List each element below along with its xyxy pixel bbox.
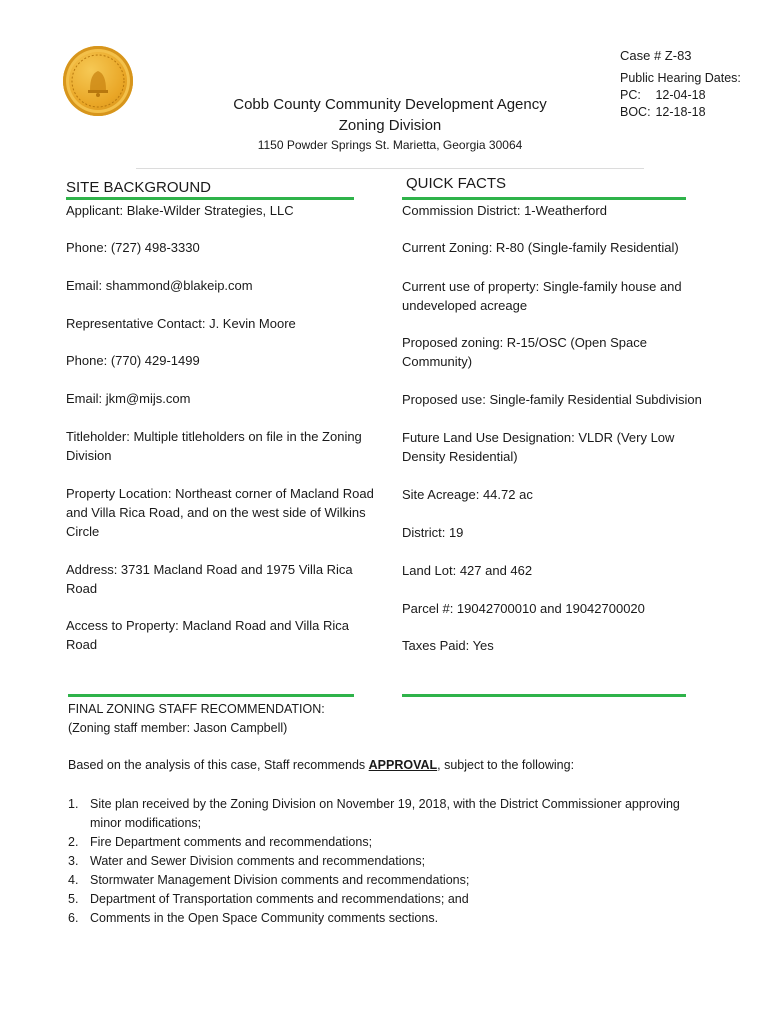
county-seal-logo [63, 46, 133, 116]
condition-text: Water and Sewer Division comments and recommendations; [90, 854, 426, 868]
condition-text: Stormwater Management Division comments and recommendations; [90, 873, 470, 887]
agency-name: Cobb County Community Development Agency [233, 96, 547, 113]
case-number: Case # Z-83 [620, 48, 692, 63]
condition-text: Comments in the Open Space Community comments sections. [90, 911, 439, 925]
hearing-dates-label: Public Hearing Dates: [620, 71, 741, 85]
condition-number: 2. [68, 835, 79, 849]
site-background-item: Address: 3731 Macland Road and 1975 Villa Rica Road [66, 562, 353, 596]
hearing-label: BOC: [620, 105, 651, 119]
conditions-list [68, 795, 708, 928]
quick-facts-item: Parcel #: 19042700010 and 19042700020 [402, 601, 645, 616]
site-background-title: SITE BACKGROUND [66, 179, 212, 196]
hearing-boc [620, 104, 741, 121]
condition-number: 1. [68, 797, 79, 811]
condition-item [68, 890, 708, 909]
site-background-item: Property Location: Northeast corner of Macland Road and Villa Rica Road, and on the west side of Wilkins Circle [66, 486, 374, 539]
staff-member: (Zoning staff member: Jason Campbell) [68, 721, 288, 735]
site-background-item: Phone: (770) 429-1499 [66, 353, 200, 368]
site-background-item: Phone: (727) 498-3330 [66, 240, 200, 255]
quick-facts-item: Site Acreage: 44.72 ac [402, 487, 533, 502]
recommendation-statement [68, 758, 574, 772]
statement-suffix: , subject to the following: [437, 758, 575, 772]
hearing-date: 12-04-18 [655, 88, 706, 102]
quick-facts-item: Current use of property: Single-family house and undeveloped acreage [402, 279, 682, 313]
approval-decision: APPROVAL [368, 758, 438, 772]
bell-icon [63, 46, 133, 116]
site-background-item: Email: shammond@blakeip.com [66, 278, 253, 293]
condition-item [68, 871, 708, 890]
condition-number: 4. [68, 873, 79, 887]
recommendation-header [68, 700, 325, 738]
condition-number: 6. [68, 911, 79, 925]
condition-item [68, 795, 708, 833]
quick-facts-item: Future Land Use Designation: VLDR (Very Low Density Residential) [402, 430, 675, 464]
agency-heading [200, 94, 580, 136]
quick-facts-item: Land Lot: 427 and 462 [402, 563, 533, 578]
site-background-item: Applicant: Blake-Wilder Strategies, LLC [66, 203, 294, 218]
quick-facts-item: Current Zoning: R-80 (Single-family Residential) [402, 240, 679, 255]
site-background-item: Email: jkm@mijs.com [66, 391, 191, 406]
header-divider [136, 168, 644, 169]
quick-facts-item: Taxes Paid: Yes [402, 638, 494, 653]
condition-number: 3. [68, 854, 79, 868]
quick-facts-title: QUICK FACTS [406, 175, 507, 192]
site-background-item: Representative Contact: J. Kevin Moore [66, 316, 296, 331]
statement-prefix: Based on the analysis of this case, Staff recommends [68, 758, 369, 772]
hearing-label: PC: [620, 88, 641, 102]
quick-facts-item: District: 19 [402, 525, 464, 540]
condition-text: Fire Department comments and recommendations; [90, 835, 373, 849]
condition-item [68, 909, 708, 928]
recommendation-title: FINAL ZONING STAFF RECOMMENDATION: [68, 702, 325, 716]
site-background-item: Titleholder: Multiple titleholders on file in the Zoning Division [66, 429, 362, 463]
quick-facts-item: Commission District: 1-Weatherford [402, 203, 607, 218]
condition-text: Department of Transportation comments and recommendations; and [90, 892, 469, 906]
condition-text: Site plan received by the Zoning Division on November 19, 2018, with the District Commissioner approving minor modifications; [90, 797, 680, 830]
agency-address: 1150 Powder Springs St. Marietta, Georgia 30064 [257, 138, 523, 152]
hearing-date: 12-18-18 [655, 105, 706, 119]
condition-item [68, 833, 708, 852]
site-background-rule [66, 197, 354, 200]
condition-number: 5. [68, 892, 79, 906]
recommendation-rule-left [68, 694, 354, 697]
recommendation-rule-right [402, 694, 686, 697]
condition-item [68, 852, 708, 871]
site-background-item: Access to Property: Macland Road and Villa Rica Road [66, 618, 350, 652]
quick-facts-item: Proposed use: Single-family Residential Subdivision [402, 392, 702, 407]
hearing-dates [620, 70, 741, 121]
division-name: Zoning Division [338, 117, 442, 134]
quick-facts-item: Proposed zoning: R-15/OSC (Open Space Community) [402, 335, 647, 369]
hearing-pc [620, 87, 741, 104]
quick-facts-rule [402, 197, 686, 200]
